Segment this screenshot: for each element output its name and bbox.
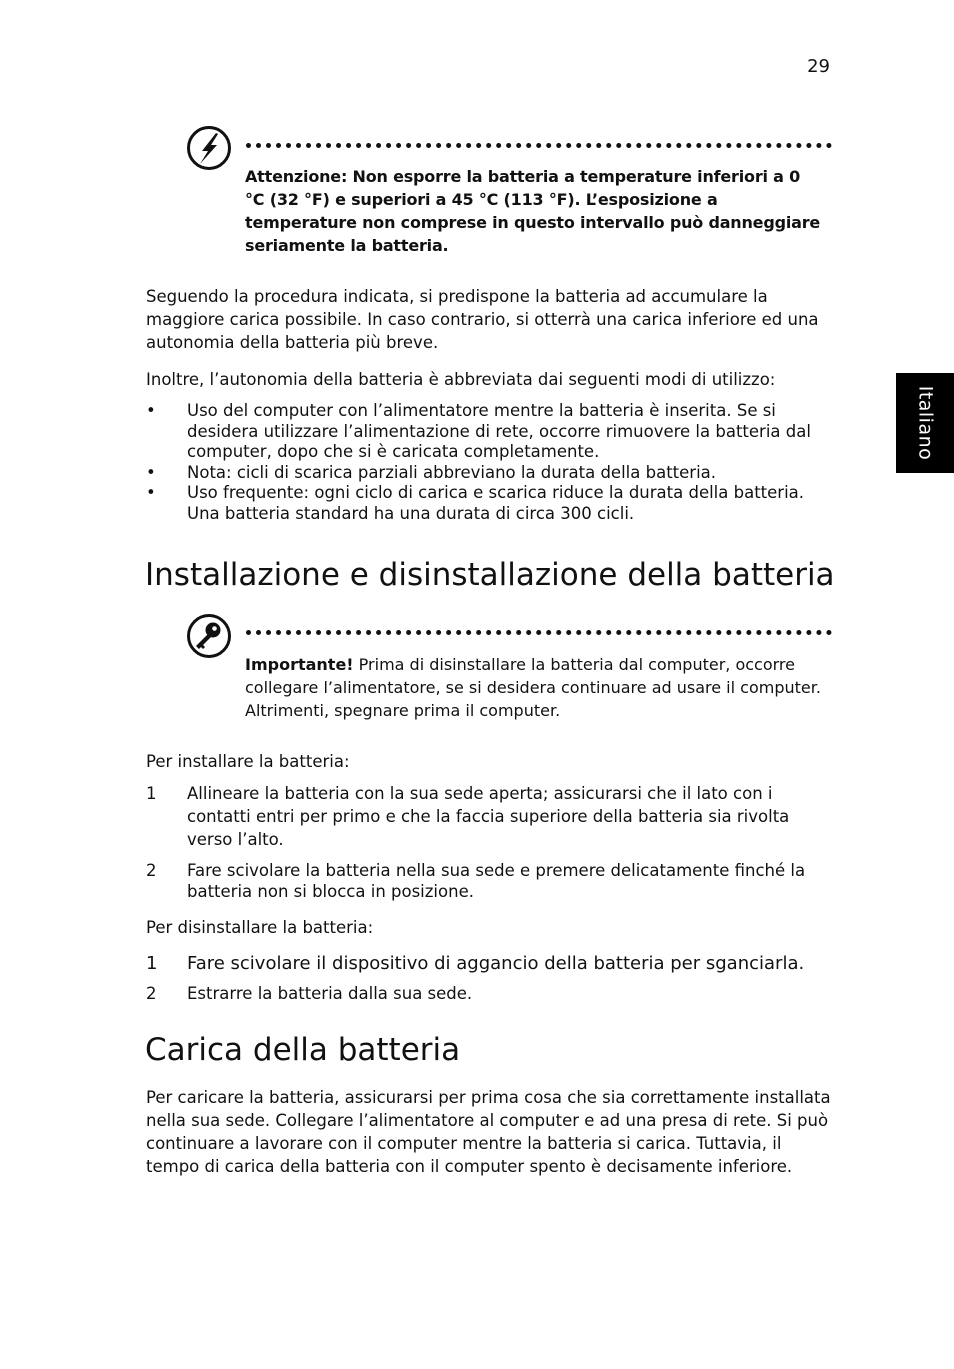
bullet-text: Uso del computer con l’alimentatore mentre la batteria è inserita. Se si desidera utilizzare l’alimentazione di rete, occorre rimuovere la batteria dal computer, dopo che si è caricata completamente.: [187, 401, 811, 461]
step-text: Allineare la batteria con la sua sede aperta; assicurarsi che il lato con i contatti entri per primo e che la faccia superiore della batteria sia rivolta verso l’alto.: [187, 784, 790, 849]
bullet-marker: •: [146, 483, 156, 502]
notice-divider: [246, 630, 832, 635]
install-intro: Per installare la batteria:: [146, 752, 350, 771]
warning-text: Attenzione: Non esporre la batteria a temperature inferiori a 0 °C (32 °F) e superiori a 45 °C (113 °F). L’esposizione a temperature non comprese in questo intervallo può danneggiare seriamente la batteria.: [245, 167, 821, 255]
lightning-bolt-icon: [186, 125, 232, 171]
step-number: 1: [146, 953, 158, 974]
uninstall-steps: [146, 951, 836, 1005]
step-number: 2: [146, 984, 157, 1003]
key-icon: [186, 613, 232, 659]
step-text: Fare scivolare la batteria nella sua sede e premere delicatamente finché la batteria non si blocca in posizione.: [187, 861, 806, 901]
step-text: Estrarre la batteria dalla sua sede.: [187, 984, 473, 1003]
list-item: [146, 401, 836, 463]
list-item: [146, 984, 836, 1005]
important-text: [245, 653, 822, 722]
charge-paragraph: Per caricare la batteria, assicurarsi per prima cosa che sia correttamente installata nella sua sede. Collegare l’alimentatore al computer e ad una presa di rete. Si può continuare a lavorare con il computer mentre la batteria si carica. Tuttavia, il tempo di carica della batteria con il computer spento è decisamente inferiore.: [146, 1088, 831, 1176]
important-notice: [186, 613, 832, 728]
warning-notice: [186, 125, 832, 260]
step-number: 2: [146, 861, 157, 880]
page-number: 29: [807, 56, 830, 77]
usage-bullet-list: [146, 401, 836, 524]
important-label: Importante!: [245, 655, 354, 674]
section-heading-install: Installazione e disinstallazione della batteria: [145, 557, 835, 593]
notice-divider: [246, 143, 832, 148]
list-item: [146, 782, 836, 851]
list-item: [146, 463, 836, 484]
step-number: 1: [146, 784, 157, 803]
bullet-text: Uso frequente: ogni ciclo di carica e scarica riduce la durata della batteria. Una batteria standard ha una durata di circa 300 cicli.: [187, 483, 805, 523]
list-item: [146, 483, 836, 524]
install-steps: [146, 782, 836, 902]
uninstall-intro: Per disinstallare la batteria:: [146, 918, 374, 937]
usage-intro: Inoltre, l’autonomia della batteria è abbreviata dai seguenti modi di utilizzo:: [146, 370, 776, 389]
intro-paragraph: Seguendo la procedura indicata, si predispone la batteria ad accumulare la maggiore carica possibile. In caso contrario, si otterrà una carica inferiore ed una autonomia della batteria più breve.: [146, 287, 819, 352]
language-tab-label: Italiano: [914, 385, 937, 461]
bullet-marker: •: [146, 462, 156, 482]
important-body: Prima di disinstallare la batteria dal computer, occorre collegare l’alimentatore, se si desidera continuare ad usare il computer. Altrimenti, spegnare prima il computer.: [245, 655, 821, 720]
section-heading-charge: Carica della batteria: [145, 1032, 461, 1068]
list-item: [146, 861, 836, 902]
step-text: Fare scivolare il dispositivo di aggancio della batteria per sganciarla.: [187, 953, 805, 974]
list-item: [146, 951, 836, 976]
bullet-marker: •: [146, 401, 156, 420]
bullet-text: Nota: cicli di scarica parziali abbreviano la durata della batteria.: [187, 462, 717, 482]
language-tab: [896, 373, 954, 473]
